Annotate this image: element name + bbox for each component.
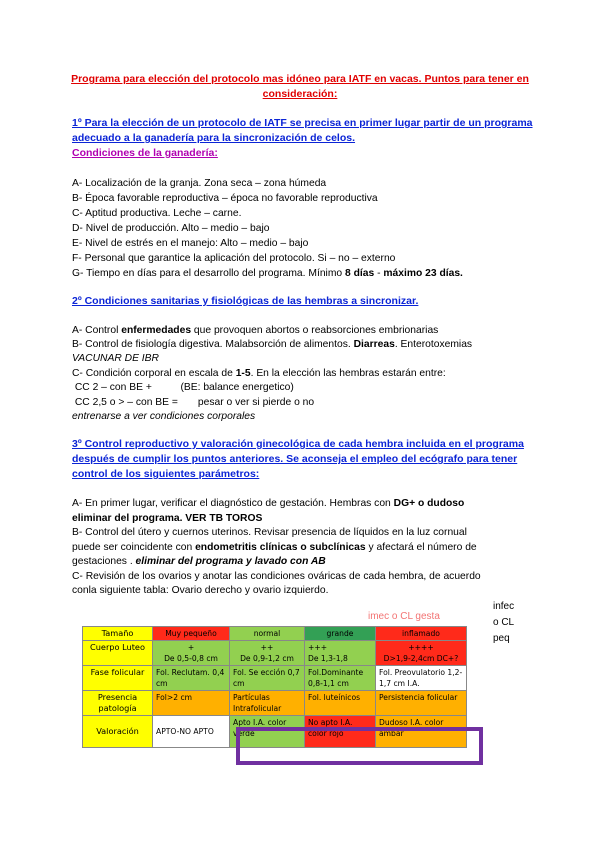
table-cell: Persistencia folicular: [376, 691, 467, 716]
side-note: o CL: [493, 617, 515, 628]
section-1-heading: 1º Para la elección de un protocolo de IATF se precisa en primer lugar partir de un programa adecuado a la ganadería para la sincronización de celos.: [72, 117, 533, 144]
table-cell: Fol. luteínicos: [305, 691, 376, 716]
table-cell: +++ De 1,3-1,8: [305, 641, 376, 666]
row-label: Fase folicular: [83, 666, 153, 691]
row-label: Cuerpo Luteo: [83, 641, 153, 666]
note-condiciones: entrenarse a ver condiciones corporales: [72, 411, 256, 422]
list-item: C- Revisión de los ovarios y anotar las condiciones ováricas de cada hembra, de acuerdo: [72, 571, 481, 582]
table-row: [83, 641, 467, 666]
header-cell: Tamaño: [83, 627, 153, 641]
list-item: E- Nivel de estrés en el manejo: Alto – medio – bajo: [72, 238, 309, 249]
note-vacunar: VACUNAR DE IBR: [72, 353, 159, 364]
cc-line: CC 2 – con BE + (BE: balance energetico): [72, 382, 294, 393]
list-item: gestaciones . eliminar del programa y lavado con AB: [72, 556, 326, 567]
table-cell: Fol>2 cm: [153, 691, 230, 716]
table-cell: APTO-NO APTO: [153, 716, 230, 748]
highlight-box: [236, 727, 483, 765]
table-cell: Partículas Intrafolicular: [230, 691, 305, 716]
header-cell: grande: [305, 627, 376, 641]
row-label: Presencia patología: [83, 691, 153, 716]
list-item: B- Época favorable reproductiva – época no favorable reproductiva: [72, 193, 378, 204]
table-row: [83, 691, 467, 716]
table-row: [83, 627, 467, 641]
section-1-subheading: Condiciones de la ganadería:: [72, 147, 218, 159]
list-item: F- Personal que garantice la aplicación del protocolo. Si – no – externo: [72, 253, 396, 264]
list-item: A- Control enfermedades que provoquen abortos o reabsorciones embrionarias: [72, 325, 439, 336]
list-item: B- Control del útero y cuernos uterinos. Revisar presencia de líquidos en la luz cornual: [72, 527, 467, 538]
document-title: Programa para elección del protocolo mas idóneo para IATF en vacas. Puntos para tener en consideración:: [71, 73, 529, 100]
list-item: C- Condición corporal en escala de 1-5. En la elección las hembras estarán entre:: [72, 368, 446, 379]
table-cell: Apto I.A. color verde: [230, 716, 305, 748]
list-item: A- Localización de la granja. Zona seca – zona húmeda: [72, 178, 327, 189]
table-cell: Fol. Preovulatorio 1,2-1,7 cm I.A.: [376, 666, 467, 691]
cc-line: CC 2,5 o > – con BE = pesar o ver si pierde o no: [72, 397, 315, 408]
table-cell: Fol. Se ección 0,7 cm: [230, 666, 305, 691]
header-cell: normal: [230, 627, 305, 641]
overlay-annotation: imec o CL gesta: [368, 611, 440, 622]
section-2-heading: 2º Condiciones sanitarias y fisiológicas de las hembras a sincronizar.: [72, 295, 419, 307]
row-label: Valoración: [83, 716, 153, 748]
table-cell: Fol.Dominante 0,8-1,1 cm: [305, 666, 376, 691]
table-cell: + De 0,5-0,8 cm: [153, 641, 230, 666]
list-item: conla siguiente tabla: Ovario derecho y ovario izquierdo.: [72, 585, 329, 596]
table-cell: Dudoso I.A. color ámbar: [376, 716, 467, 748]
table-cell: Fol. Reclutam. 0,4 cm: [153, 666, 230, 691]
section-3-heading: 3º Control reproductivo y valoración ginecológica de cada hembra incluida en el programa después de cumplir los puntos anteriores. Se aconseja el empleo del ecógrafo para tener control de los siguientes parámetros:: [72, 438, 524, 480]
header-cell: inflamado: [376, 627, 467, 641]
header-cell: Muy pequeño: [153, 627, 230, 641]
list-item-g: G- Tiempo en días para el desarrollo del programa. Mínimo 8 días - máximo 23 días.: [72, 268, 463, 279]
list-item: C- Aptitud productiva. Leche – carne.: [72, 208, 242, 219]
side-note: infec: [493, 601, 515, 612]
table-row: [83, 666, 467, 691]
table-cell: ++ De 0,9-1,2 cm: [230, 641, 305, 666]
side-note: peq: [493, 633, 510, 644]
list-item: A- En primer lugar, verificar el diagnóstico de gestación. Hembras con DG+ o dudoso: [72, 498, 465, 509]
list-item: eliminar del programa. VER TB TOROS: [72, 513, 263, 524]
table-cell: ++++ D>1,9-2,4cm DC+?: [376, 641, 467, 666]
table-cell: No apto I.A. color rojo: [305, 716, 376, 748]
list-item: D- Nivel de producción. Alto – medio – bajo: [72, 223, 270, 234]
list-item: puede ser coincidente con endometritis clínicas o subclínicas y afectará el número de: [72, 542, 477, 553]
list-item: B- Control de fisiología digestiva. Malabsorción de alimentos. Diarreas. Enterotoxemias: [72, 339, 473, 350]
